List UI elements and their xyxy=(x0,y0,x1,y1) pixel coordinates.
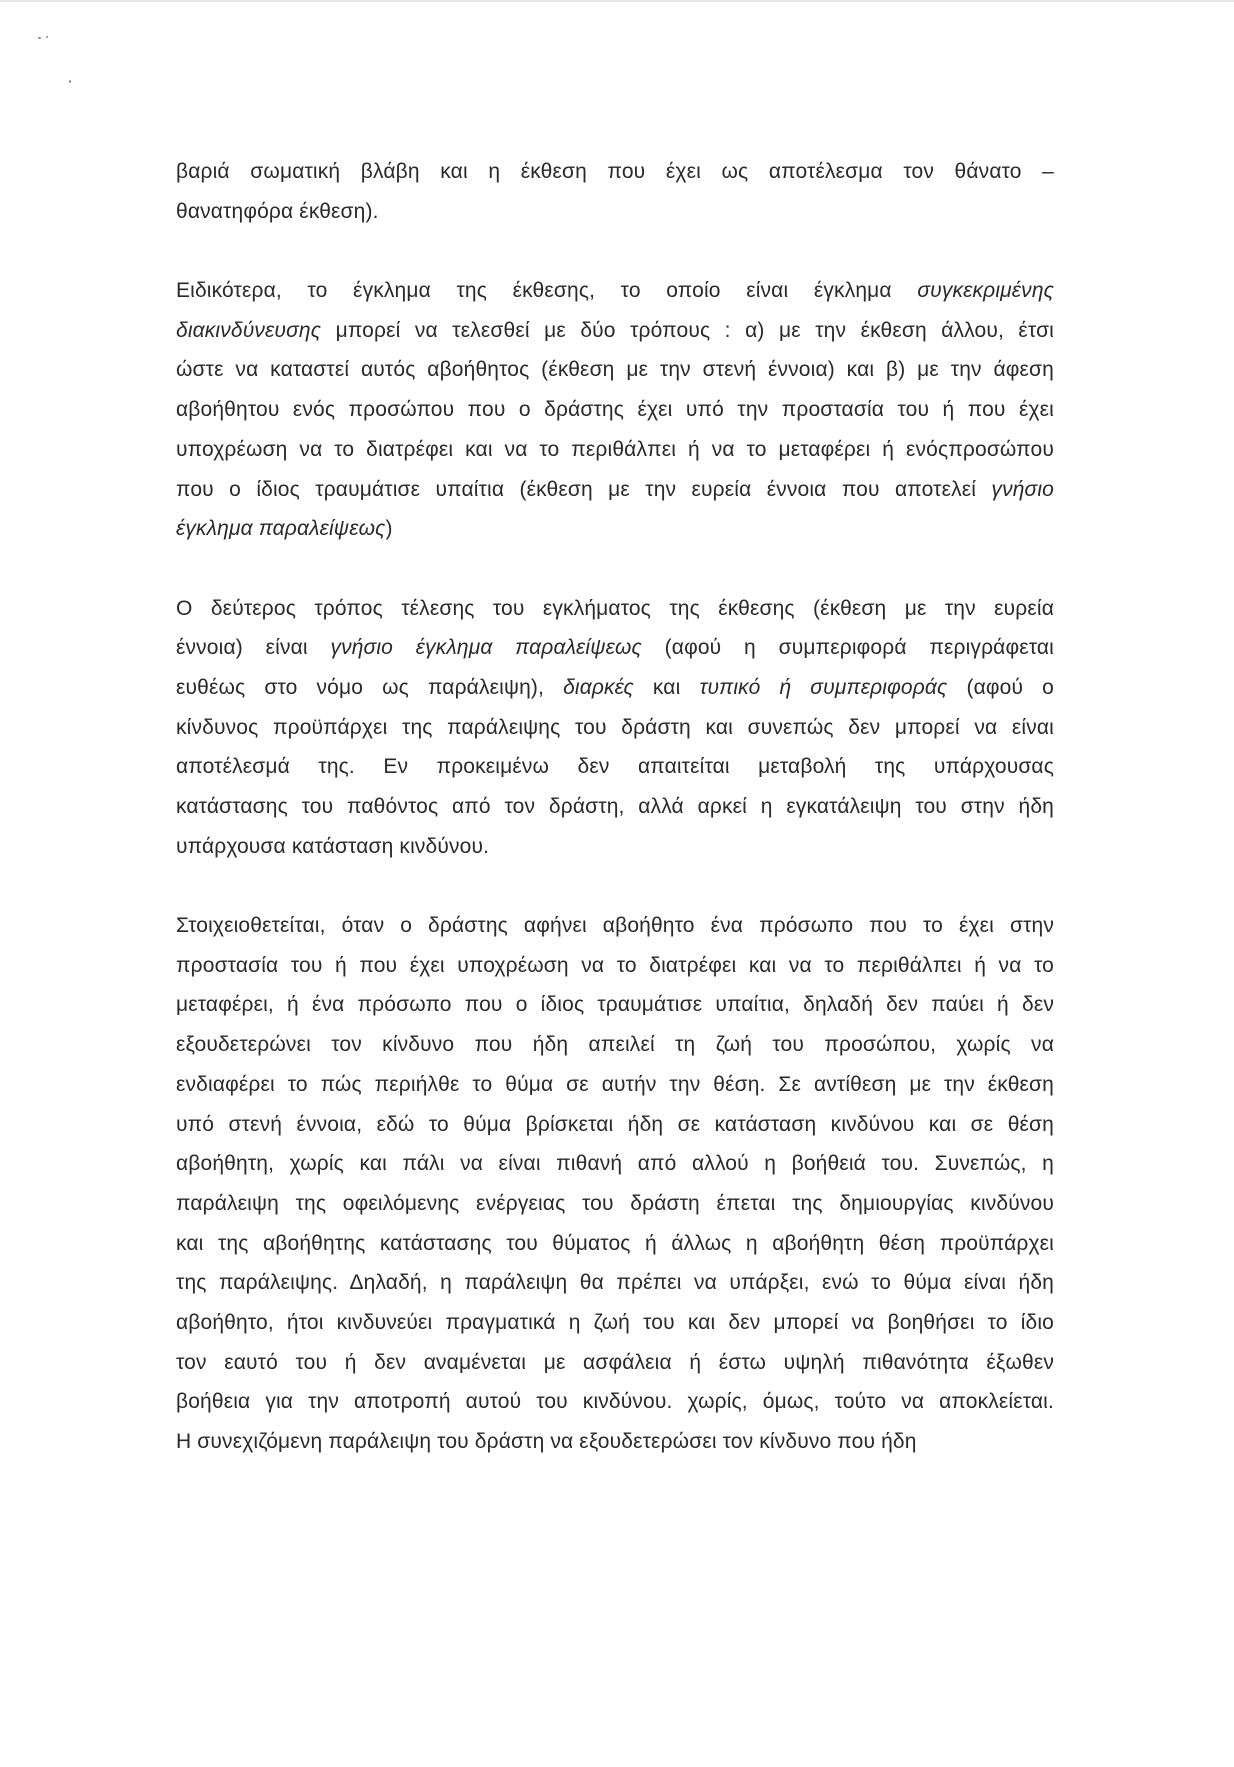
text-line xyxy=(176,1144,1054,1184)
paragraph-gap xyxy=(176,549,1054,589)
paragraph xyxy=(176,906,1054,1462)
text-line xyxy=(176,827,1054,867)
text-run: της παράλειψης. Δηλαδή, η παράλειψη θα πρέπει να υπάρξει, ενώ το θύμα είναι ήδη xyxy=(176,1271,1054,1295)
italic-run: διακινδύνευσης xyxy=(176,318,322,342)
text-line xyxy=(176,1065,1054,1105)
text-line xyxy=(176,350,1054,390)
text-run: βοήθεια για την αποτροπή αυτού του κινδύνου. χωρίς, όμως, τούτο να αποκλείεται. xyxy=(176,1390,1054,1414)
text-run: (αφού ο xyxy=(947,675,1054,699)
text-line xyxy=(176,1382,1054,1422)
italic-run: συγκεκριμένης xyxy=(917,279,1054,303)
text-run: κίνδυνος προϋπάρχει της παράλειψης του δράστη και συνεπώς δεν μπορεί να είναι xyxy=(176,715,1054,739)
text-line xyxy=(176,906,1054,946)
text-line xyxy=(176,985,1054,1025)
scan-speck xyxy=(38,37,41,39)
text-run: εξουδετερώνει τον κίνδυνο που ήδη απειλεί τη ζωή του προσώπου, χωρίς να xyxy=(176,1033,1054,1057)
text-run: ) xyxy=(385,517,393,541)
text-line xyxy=(176,1263,1054,1303)
paragraph xyxy=(176,152,1054,231)
text-line xyxy=(176,1224,1054,1264)
italic-run: τυπικό ή συμπεριφοράς xyxy=(699,675,948,699)
text-line xyxy=(176,1343,1054,1383)
text-run: ώστε να καταστεί αυτός αβοήθητος (έκθεση με την στενή έννοια) και β) με την άφεση xyxy=(176,358,1054,382)
text-run: μπορεί να τελεσθεί με δύο τρόπους : α) με την έκθεση άλλου, έτσι xyxy=(321,318,1054,342)
text-line xyxy=(176,1184,1054,1224)
text-line xyxy=(176,628,1054,668)
text-line xyxy=(176,430,1054,470)
text-run: αβοήθητη, χωρίς και πάλι να είναι πιθανή από αλλού η βοήθειά του. Συνεπώς, η xyxy=(176,1152,1054,1176)
text-line xyxy=(176,390,1054,430)
text-line xyxy=(176,1025,1054,1065)
text-run: προστασία του ή που έχει υποχρέωση να το διατρέφει και να το περιθάλπει ή να το xyxy=(176,953,1054,977)
text-line xyxy=(176,1105,1054,1145)
text-line xyxy=(176,787,1054,827)
italic-run: γνήσιο έγκλημα παραλείψεως xyxy=(330,636,642,660)
text-line xyxy=(176,470,1054,510)
text-run: (αφού η συμπεριφορά περιγράφεται xyxy=(641,636,1054,660)
text-line xyxy=(176,747,1054,787)
text-line xyxy=(176,192,1054,232)
text-run: και της αβοήθητης κατάστασης του θύματος ή άλλως η αβοήθητη θέση προϋπάρχει xyxy=(176,1231,1054,1255)
scan-speck xyxy=(46,36,48,38)
paragraph-gap xyxy=(176,231,1054,271)
text-run: Ειδικότερα, το έγκλημα της έκθεσης, το οποίο είναι έγκλημα xyxy=(176,279,918,303)
text-line xyxy=(176,509,1054,549)
paragraph xyxy=(176,589,1054,867)
text-run: αβοήθητο, ήτοι κινδυνεύει πραγματικά η ζωή του και δεν μπορεί να βοηθήσει το ίδιο xyxy=(176,1310,1054,1334)
italic-run: έγκλημα παραλείψεως xyxy=(176,517,386,541)
text-line xyxy=(176,589,1054,629)
text-run: βαριά σωματική βλάβη και η έκθεση που έχει ως αποτέλεσμα τον θάνατο – xyxy=(176,160,1054,183)
text-line xyxy=(176,1422,1054,1462)
text-run: τον εαυτό του ή δεν αναμένεται με ασφάλεια ή έστω υψηλή πιθανότητα έξωθεν xyxy=(176,1350,1054,1374)
text-run: θανατηφόρα έκθεση). xyxy=(176,199,379,223)
text-line xyxy=(176,311,1054,351)
text-line xyxy=(176,271,1054,311)
document-body xyxy=(176,152,1054,1462)
text-run: αποτέλεσμά της. Εν προκειμένω δεν απαιτείται μεταβολή της υπάρχουσας xyxy=(176,755,1054,779)
text-run: κατάστασης του παθόντος από τον δράστη, αλλά αρκεί η εγκατάλειψη του στην ήδη xyxy=(176,795,1054,818)
text-run: υπάρχουσα κατάσταση κινδύνου. xyxy=(176,834,490,858)
text-line xyxy=(176,152,1054,192)
text-run: μεταφέρει, ή ένα πρόσωπο που ο ίδιος τραυμάτισε υπαίτια, δηλαδή δεν παύει ή δεν xyxy=(176,993,1054,1017)
text-line xyxy=(176,668,1054,708)
scan-speck xyxy=(69,80,71,83)
italic-run: διαρκές xyxy=(563,675,634,699)
text-line xyxy=(176,1303,1054,1343)
text-run: παράλειψη της οφειλόμενης ενέργειας του δράστη έπεται της δημιουργίας κινδύνου xyxy=(176,1191,1054,1215)
text-run: που ο ίδιος τραυμάτισε υπαίτια (έκθεση με την ευρεία έννοια που αποτελεί xyxy=(176,477,992,501)
paragraph-gap xyxy=(176,866,1054,906)
text-run: ενδιαφέρει το πώς περιήλθε το θύμα σε αυτήν την θέση. Σε αντίθεση με την έκθεση xyxy=(176,1072,1054,1096)
paragraph xyxy=(176,271,1054,549)
text-run: έννοια) είναι xyxy=(176,636,331,660)
italic-run: γνήσιο xyxy=(991,477,1054,501)
text-run: Η συνεχιζόμενη παράλειψη του δράστη να εξουδετερώσει τον κίνδυνο που ήδη xyxy=(176,1430,917,1453)
text-run: ευθέως στο νόμο ως παράλειψη), xyxy=(176,675,564,699)
text-run: υπό στενή έννοια, εδώ το θύμα βρίσκεται ήδη σε κατάσταση κινδύνου και σε θέση xyxy=(176,1112,1054,1136)
text-run: Στοιχειοθετείται, όταν ο δράστης αφήνει αβοήθητο ένα πρόσωπο που το έχει στην xyxy=(176,914,1054,938)
text-run: υποχρέωση να το διατρέφει και να το περιθάλπει ή να το μεταφέρει ή ενόςπροσώπου xyxy=(176,437,1054,461)
text-run: αβοήθητου ενός προσώπου που ο δράστης έχει υπό την προστασία του ή που έχει xyxy=(176,398,1054,422)
text-run: και xyxy=(633,675,700,699)
text-run: Ο δεύτερος τρόπος τέλεσης του εγκλήματος της έκθεσης (έκθεση με την ευρεία xyxy=(176,596,1054,620)
text-line xyxy=(176,708,1054,748)
text-line xyxy=(176,946,1054,986)
